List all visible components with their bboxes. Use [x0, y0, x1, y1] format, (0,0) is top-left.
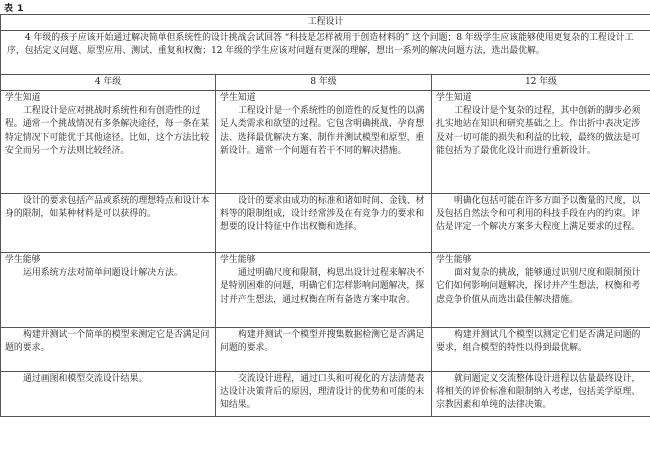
grade-header-8: 8 年级 — [216, 75, 432, 91]
table-cell — [1, 194, 216, 253]
cell-text: 工程设计是个复杂的过程，其中创新的脚步必须扎实地站在知识和研究基础之上。作出折中表决定涉及对一切可能的损失和利益的比较，最终的做法是可能包括为了最优化设计而进行重新设计。 — [436, 106, 641, 156]
section-label: 学生能够 — [220, 255, 256, 265]
cell-text: 设计的要求包括产品或系统的理想特点和设计本身的限制，如某种材料是可以获得的。 — [5, 196, 210, 220]
cell-text: 构建并测试几个模型以测定它们是否满足问题的要求，组合模型的特性以得到最优解。 — [436, 330, 641, 354]
cell-text: 通过明确尺度和限制，构思出设计过程来解决不是特别困难的问题，明确它们怎样影响问题解决，探讨并产生想法，通过权衡在所有备选方案中取舍。 — [220, 268, 425, 305]
table-cell — [432, 328, 650, 372]
grade-header-4: 4 年级 — [1, 75, 216, 91]
table-row — [1, 253, 650, 328]
cell-text: 设计的要求由成功的标准和诸如时间、金钱、材料等的限制组成，设计经常涉及在有竞争力的要求和想要的设计特征中作出权衡和选择。 — [220, 196, 425, 233]
section-label: 学生知道 — [436, 93, 472, 103]
table-row — [1, 194, 650, 253]
cell-text: 运用系统方法对简单问题设计解决方法。 — [23, 268, 183, 279]
table-cell — [1, 91, 216, 194]
engineering-design-table — [0, 14, 650, 417]
cell-text: 明确化包括可能在许多方面予以衡量的尺度，以及包括自然法令和可利用的科技手段在内的约束。评估是评定一个解决方案多大程度上满足要求的过程。 — [436, 196, 641, 233]
section-label: 学生知道 — [220, 93, 256, 103]
table-cell — [1, 253, 216, 328]
section-label: 学生能够 — [5, 255, 41, 265]
table-cell — [432, 253, 650, 328]
table-title: 工程设计 — [1, 15, 650, 31]
grade-header-12: 12 年级 — [432, 75, 650, 91]
table-caption: 表 1 — [4, 4, 24, 14]
cell-text: 面对复杂的挑战，能够通过识别尺度和限制预计它们如何影响问题解决，探讨并产生想法，权衡和考虑竞争价值从而选出最佳解决措施。 — [436, 268, 641, 305]
table-cell — [432, 194, 650, 253]
table-row — [1, 328, 650, 372]
table-cell — [216, 372, 432, 417]
table-cell — [216, 91, 432, 194]
cell-text: 工程设计是一个系统性的创造性的反复性的以满足人类需求和欲望的过程。它包含明确挑战、孕育想法、选择最优解决方案、制作并测试模型和原型、重新设计。通常一个问题有若干不同的解决措施。 — [220, 106, 425, 156]
table-cell — [432, 372, 650, 417]
table-cell — [216, 194, 432, 253]
cell-text: 交流设计进程，通过口头和可视化的方法清楚表达设计决策背后的原因，理清设计的优势和可能的未知结果。 — [220, 374, 425, 411]
table-intro: 4 年级的孩子应该开始通过解决简单但系统性的设计挑战会试回答 “科技是怎样被用于创造材料的” 这个问题；8 年级学生应该能够使用更复杂的工程设计工序，包括定义问题、原型应用、测试、重复和权衡；12 年级的学生应该对问题有更深的理解，想出一系列的解决问题方法，选出最优解。 — [1, 31, 650, 75]
table-cell — [1, 372, 216, 417]
table-cell — [1, 328, 216, 372]
cell-text: 就问题定义交流整体设计进程以估量最终设计，将相关的评价标准和限制纳入考虑，包括美学原理、宗教因素和单纯的法律决策。 — [436, 374, 641, 411]
table-cell — [216, 253, 432, 328]
cell-text: 通过画图和模型交流设计结果。 — [23, 374, 148, 384]
table-row — [1, 372, 650, 417]
section-label: 学生知道 — [5, 93, 41, 103]
cell-text: 构建并测试一个模型并搜集数据检测它是否满足问题的要求。 — [220, 330, 425, 354]
table-cell — [216, 328, 432, 372]
table-cell — [432, 91, 650, 194]
table-row — [1, 91, 650, 194]
section-label: 学生能够 — [436, 255, 472, 265]
cell-text: 工程设计是应对挑战时系统性和有创造性的过程。通常一个挑战情况有多条解决途径，每一条在某特定情况下可能优于其他途径。比如，这个方法比较安全而另一个方法则比较经济。 — [5, 106, 210, 156]
cell-text: 构建并测试一个简单的模型来测定它是否满足问题的要求。 — [5, 330, 210, 354]
